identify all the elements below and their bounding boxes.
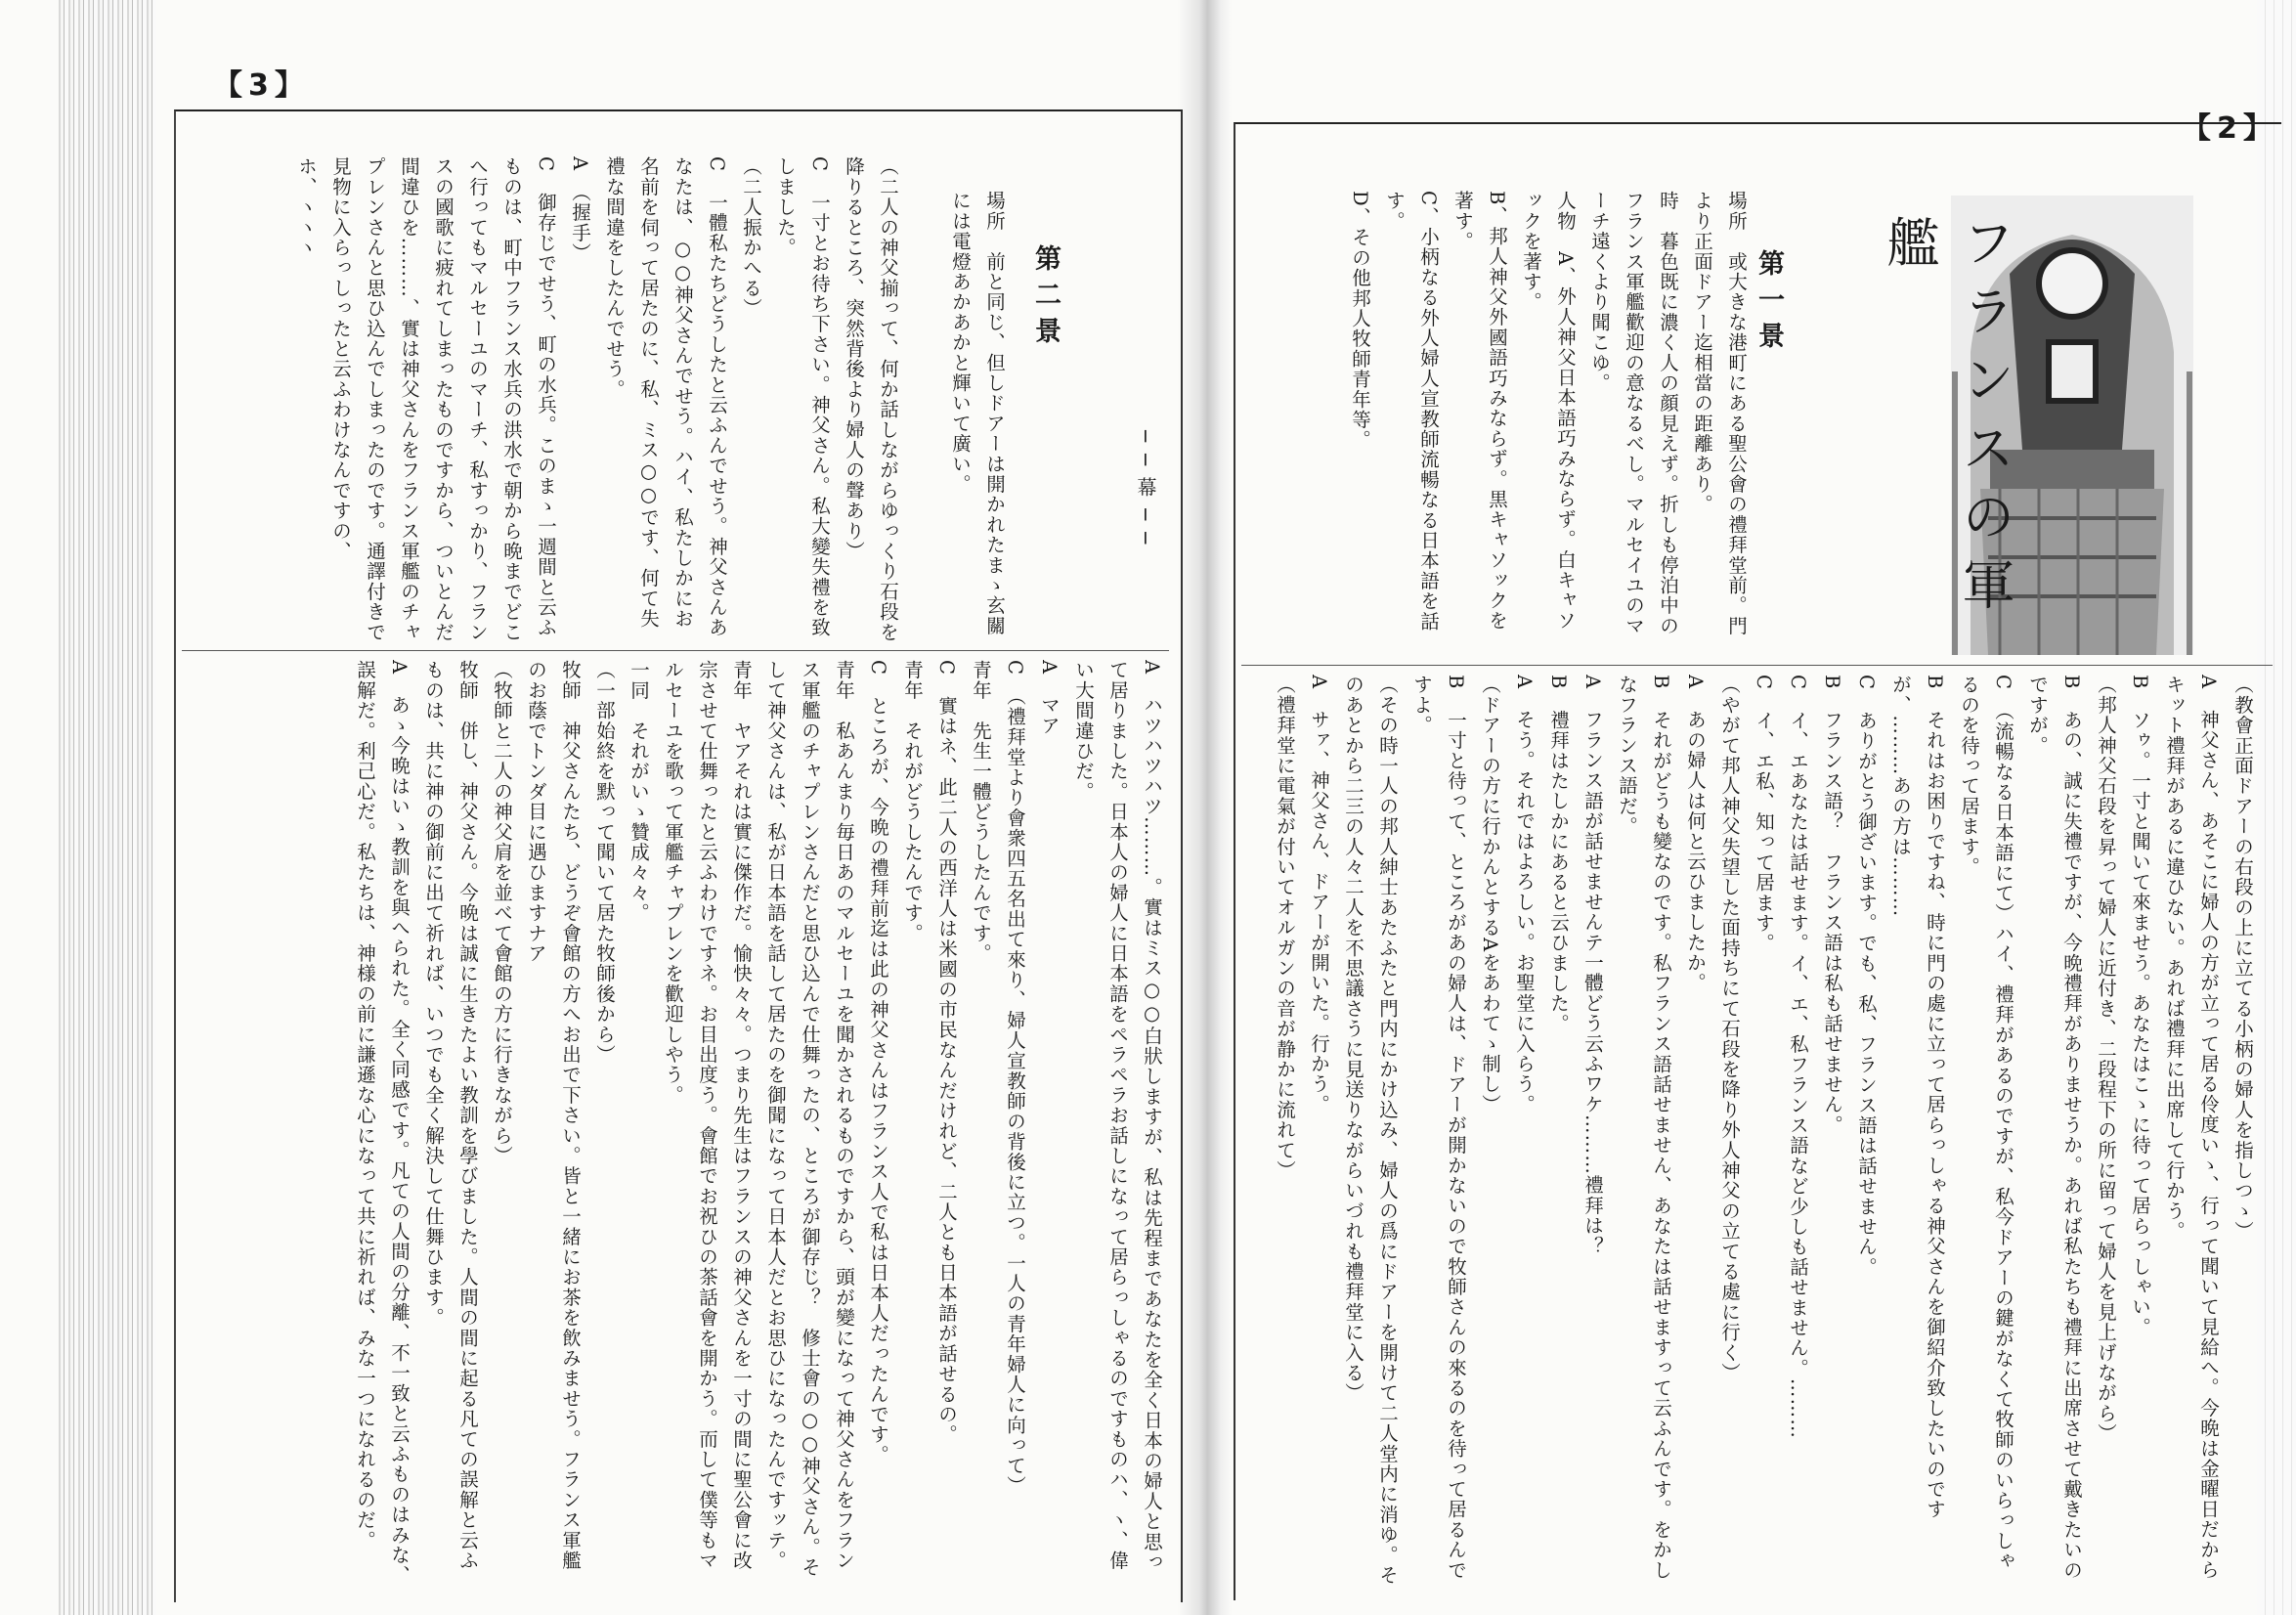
scene-1-dialogue	[1243, 675, 2260, 1589]
dialogue-line: （牧師と二人の神父肩を並べて會館の方に行きながら）	[491, 660, 513, 1166]
setting-line: C、小柄なる外人婦人宣教師流暢なる日本語を話す。	[1383, 191, 1440, 632]
dialogue-line: C 御存じでせう、町の水兵。このまゝ一週間と云ふものは、町中フランス水兵の洪水で朝から晩までどこへ行ってもマルセーユのマーチ、私すっかり、フランスの國歌に疲れてしまったものですから、ついとんだ間違ひを………、實は神父さんをフランス軍艦のチャプレンさんと思ひ込んでしまったのです。通譯付きで見物に入らっしったと云ふわけなんですの、ホ、ヽヽヽ	[295, 156, 557, 642]
dialogue-line: （二人の神父揃って、何か話しながらゆっくり石段を降りるところ、突然背後より婦人の聲あり）	[843, 156, 899, 642]
dialogue-line: A あゝ今晩はいゝ教訓を與へられた。全く同感です。凡ての人間の分離、不一致と云ふものはみな、誤解だ。利己心だ。私たちは、神様の前に謙遜な心になって共に祈れば、みな一つになれるのだ。	[354, 660, 411, 1586]
dialogue-line: 牧師 併し、神父さん。今晩は誠に生きたよい教訓を學びました。人間の間に起る凡ての誤解と云ふものは、共に神の御前に出て祈れば、いつでも全く解決して仕舞ひます。	[422, 660, 479, 1571]
dialogue-line: A 神父さん、あそこに婦人の方が立って居る伶度いゝ、行って聞いて見給へ。今晩は金曜日だからキット禮拜があるに違ひない。あれば禮拜に出席して行かう。	[2163, 675, 2220, 1581]
dialogue-line: （教會正面ドアーの右段の上に立てる小柄の婦人を指しつゝ）	[2231, 675, 2254, 1242]
scan-gutter-left	[59, 0, 156, 1615]
dialogue-line: 青年 私あんまり毎日あのマルセーユを聞かされるものですから、頭が變になって神父さんをフランス軍艦のチャプレンさんだと思ひ込んで仕舞ったの、ところが御存じ？ 修士會の○○神父さん。そして神父さんは、私が日本語を話して居たのを御聞になって日本人だとお思ひになったんですッテ。	[764, 660, 855, 1578]
dialogue-line: C 一體私たちどうしたと云ふんでせう。神父さんあなたは、○○神父さんでせう。ハイ、私たしかにお名前を伺って居たのに、私、ミス○○です、何て失禮な間違をしたんでせう。	[603, 156, 728, 638]
setting-line: 人物 A、外人神父日本語巧みならず。白キャソックを著す。	[1520, 191, 1577, 631]
dialogue-line: （二人振かへる）	[740, 156, 762, 319]
dialogue-line: C イ、エあなたは話せます。イ、エ、私フランス語など少しも話せません。………	[1787, 675, 1809, 1440]
setting-line: 場所 前と同じ、但しドアーは開かれたまゝ玄關には電燈あかあかと輝いて廣い。	[949, 191, 1006, 636]
dialogue-line: （ドアーの方に行かんとするAをあわてゝ制し）	[1479, 675, 1501, 1114]
dialogue-line: A あの婦人は何と云ひましたか。	[1684, 675, 1707, 993]
dialogue-line: C 實はネ、此二人の西洋人は米國の市民なんだけれど、二人とも日本語が話せるの。	[935, 660, 958, 1445]
setting-line: 場所 或大きな港町にある聖公會の禮拜堂前。門より正面ドアー迄相當の距離あり。	[1691, 191, 1748, 636]
dialogue-line: B それがどうも變なのです。私フランス語話せません、あなたは話せますって云ふんです。をかしなフランス語だ。	[1616, 675, 1672, 1581]
dialogue-line: （禮拜堂に電氣が付いてオルガンの音が静かに流れて）	[1274, 675, 1296, 1181]
dialogue-line: B フランス語？ フランス語は私も話せません。	[1821, 675, 1843, 1135]
dialogue-line: C （流暢なる日本語にて）ハイ、禮拜があるのですが、私今ドアーの鍵がなくて牧師のいらっしゃるのを待って居ます。	[1958, 675, 2014, 1572]
dialogue-line: （その時一人の邦人紳士あたふたと門内にかけ込み、婦人の爲にドアーを開けて二人堂内に消ゆ。そのあとから二三の人々二人を不思議さうに見送りながらいづれも禮拜堂に入る）	[1342, 675, 1399, 1586]
dialogue-line: A フランス語が話せませんテ一體どう云ふワケ………禮拜は？	[1581, 675, 1604, 1256]
dialogue-line: C イ、エ私、知って居ます。	[1753, 675, 1775, 954]
article-title: フランスの軍艦	[1879, 215, 2015, 626]
page-number-right: 【2】	[2182, 111, 2278, 146]
dialogue-line: 一同 それがいゝ贊成々々。	[628, 660, 650, 924]
scene-2-dialogue-bottom	[182, 660, 1169, 1589]
scene-1-setting	[1245, 191, 1754, 645]
dialogue-line: （邦人神父石段を昇って婦人に近付き、二段程下の所に留って婦人を見上げながら）	[2095, 675, 2117, 1444]
dialogue-line: 青年 ヤアそれは實に傑作だ。愉快々々。つまり先生はフランスの神父さんを一寸の間に聖公會に改宗させて仕舞ったと云ふわけですネ。お目出度う。會館でお祝ひの茶話會を開かう。而して僕等もマルセーユを歌って軍艦チャプレンを歡迎しやう。	[662, 660, 753, 1571]
scene-2-setting	[919, 191, 1012, 640]
dialogue-line: C ところが、今晩の禮拜前迄は此の神父さんはフランス人で私は日本人だったんです。	[867, 660, 889, 1465]
dialogue-line: A マア	[1038, 660, 1061, 736]
setting-line: 時 暮色既に濃く人の顔見えず。折しも停泊中のフランス軍艦歡迎の意なるべし。マルセイユのマーチ遠くより聞こゆ。	[1588, 191, 1679, 636]
dialogue-line: B 禮拜はたしかにあると云ひました。	[1547, 675, 1570, 1034]
setting-line: D、その他邦人牧師青年等。	[1349, 191, 1371, 451]
dialogue-line: B 一寸と待って、ところがあの婦人は、ドアーが開かないので牧師さんの來るのを待って居るんですよ。	[1410, 675, 1467, 1581]
dialogue-line: B ソゥ。一寸と聞いて來ませう。あなたはこゝに待って居らっしゃい。	[2129, 675, 2151, 1337]
dialogue-line: C 一寸とお待ち下さい。神父さん。私大變失禮を致しました。	[774, 156, 831, 638]
right-page-rule	[1241, 665, 2273, 666]
dialogue-line: B それはお困りですね、時に門の處に立って居らっしゃる神父さんを御紹介致したいのですが、………あの方は………	[1889, 675, 1946, 1520]
dialogue-line: 青年 それがどうしたんです。	[901, 660, 924, 943]
left-page-rule	[182, 650, 1169, 651]
dialogue-line: B あの、誠に失禮ですが、今晩禮拜がありませうか。あれば私たちも禮拜に出席させて戴きたいのですが。	[2026, 675, 2083, 1581]
dialogue-line: 青年 先生一體どうしたんです。	[970, 660, 992, 964]
dialogue-line: （一部始終を默って聞いて居た牧師後から）	[593, 660, 616, 1065]
page-number-left: 【3】	[213, 68, 310, 103]
dialogue-line: A （握手）	[569, 156, 591, 264]
dialogue-line: A そう。それではよろしい。お聖堂に入らう。	[1513, 675, 1536, 1114]
dialogue-line: A ハツハツハツ………。實はミス○○白狀しますが、私は先程まであなたを全く日本の婦人と思って居りました。日本人の婦人に日本語をペラペラお話しになって居らっしゃるのですものハ、ヽ、偉い大間違ひだ。	[1072, 660, 1163, 1573]
dialogue-line: C （禮拜堂より會衆四五名出て來り、婦人宣教師の背後に立つ。一人の青年婦人に向って）	[1004, 660, 1026, 1497]
dialogue-line: （やがて邦人神父失望した面持ちにて石段を降り外人神父の立てる處に行く）	[1718, 675, 1741, 1383]
scan-gutter-center	[1178, 0, 1232, 1615]
curtain-marker: ──幕──	[1134, 430, 1157, 556]
dialogue-line: C ありがとう御ざいます。でも、私、フランス語は話せません。	[1855, 675, 1878, 1278]
dialogue-line: A サァ、神父さん、ドアーが開いた。行かう。	[1308, 675, 1330, 1114]
dialogue-line: 牧師 神父さんたち、どうぞ會館の方へお出で下さい。皆と一緒にお茶を飲みませう。フランス軍艦のお蔭でトンダ目に遇ひますナア	[525, 660, 582, 1571]
scene-heading-2: 第二景	[1030, 244, 1061, 353]
scene-2-dialogue-top	[182, 156, 905, 645]
setting-line: B、邦人神父外國語巧みならず。黒キャソックを著す。	[1451, 191, 1508, 632]
scene-heading-1: 第一景	[1754, 249, 1784, 358]
